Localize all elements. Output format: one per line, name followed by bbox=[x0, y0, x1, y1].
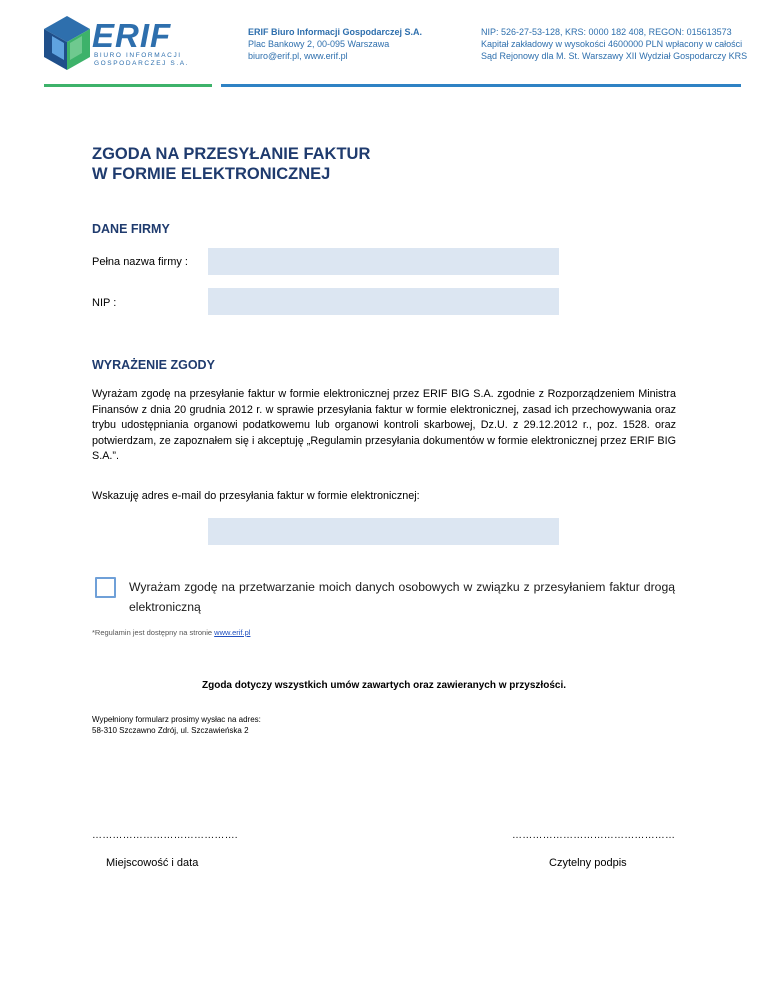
data-consent-text: Wyrażam zgodę na przetwarzanie moich danych osobowych w związku z przesyłaniem faktur drogą elektroniczną bbox=[129, 580, 675, 614]
erif-website-link[interactable]: www.erif.pl bbox=[214, 628, 251, 637]
logo-subtitle-line1: BIURO INFORMACJI bbox=[94, 52, 182, 59]
erif-logo bbox=[44, 16, 204, 72]
consent-section-heading: WYRAŻENIE ZGODY bbox=[92, 358, 215, 372]
erif-cube-logo-icon bbox=[44, 16, 90, 70]
email-field[interactable] bbox=[208, 518, 559, 545]
company-name-label: Pełna nazwa firmy : bbox=[92, 256, 188, 268]
document-title-line1: ZGODA NA PRZESYŁANIE FAKTUR bbox=[92, 145, 371, 163]
header-contact: biuro@erif.pl, www.erif.pl bbox=[248, 51, 348, 61]
logo-wordmark: ERIF bbox=[92, 17, 172, 54]
data-consent-checkbox[interactable] bbox=[95, 577, 116, 598]
document-title bbox=[92, 144, 370, 184]
header-court: Sąd Rejonowy dla M. St. Warszawy XII Wydział Gospodarczy KRS bbox=[481, 51, 748, 61]
mailing-instruction: Wypełniony formularz prosimy wysłac na adres: bbox=[92, 715, 261, 724]
mailing-address: 58-310 Szczawno Zdrój, ul. Szczawieńska 2 bbox=[92, 726, 249, 735]
header-rule-blue bbox=[221, 84, 741, 87]
header-rule-green bbox=[44, 84, 212, 87]
scope-note: Zgoda dotyczy wszystkich umów zawartych oraz zawieranych w przyszłości. bbox=[202, 680, 566, 691]
footnote-text: *Regulamin jest dostępny na stronie bbox=[92, 628, 215, 637]
signature-label: Czytelny podpis bbox=[549, 857, 627, 869]
regulamin-footnote bbox=[92, 628, 250, 637]
mailing-address-block bbox=[92, 714, 261, 736]
place-date-line: ……………………………………. bbox=[92, 830, 238, 841]
signature-line: ………………………………………… bbox=[512, 830, 676, 841]
header-address: Plac Bankowy 2, 00-095 Warszawa bbox=[248, 39, 390, 49]
place-date-label: Miejscowość i data bbox=[106, 857, 199, 869]
document-title-line2: W FORMIE ELEKTRONICZNEJ bbox=[92, 165, 331, 183]
header-registry-block bbox=[481, 26, 747, 62]
header-registry-numbers: NIP: 526-27-53-128, KRS: 0000 182 408, REGON: 015613573 bbox=[481, 27, 732, 37]
nip-field[interactable] bbox=[208, 288, 559, 315]
nip-label: NIP : bbox=[92, 297, 117, 309]
consent-statement: Wyrażam zgodę na przesyłanie faktur w formie elektronicznej przez ERIF BIG S.A. zgodnie z Rozporządzeniem Ministra Finansów z dnia 20 grudnia 2012 r. w sprawie przesyłania faktur w formie elektronicznej, zasad ich przechowywania oraz trybu udostępniania organowi podatkowemu lub organowi kontroli skarbowej, Dz.U. z 29.12.2012 r., poz. 1528. oraz potwierdzam, ze zapoznałem się i akceptuję „Regulamin przesyłania dokumentów w formie elektronicznej przez ERIF BIG S.A.”. bbox=[92, 388, 676, 462]
company-name-field[interactable] bbox=[208, 248, 559, 275]
email-prompt: Wskazuję adres e-mail do przesyłania faktur w formie elektronicznej: bbox=[92, 490, 420, 502]
header-company-name: ERIF Biuro Informacji Gospodarczej S.A. bbox=[248, 27, 423, 37]
header-company-block bbox=[248, 26, 422, 62]
header-capital: Kapitał zakładowy w wysokości 4600000 PLN wpłacony w całości bbox=[481, 39, 743, 49]
company-section-heading: DANE FIRMY bbox=[92, 222, 170, 236]
logo-subtitle-line2: GOSPODARCZEJ S.A. bbox=[94, 60, 190, 67]
